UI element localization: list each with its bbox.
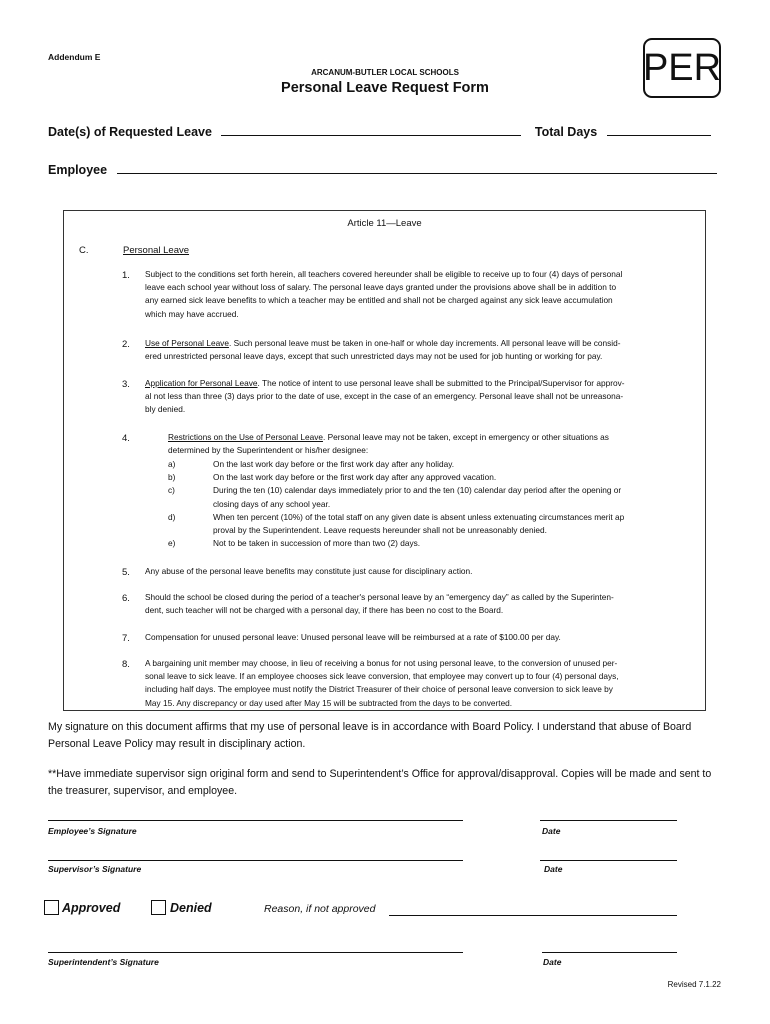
restriction-item	[168, 537, 688, 550]
approved-checkbox[interactable]	[44, 900, 59, 915]
item-line: Subject to the conditions set forth herein, all teachers covered hereunder shall be eligible to receive up to four (4) days of personal	[145, 269, 623, 279]
article-item-7	[145, 631, 685, 644]
total-days-label: Total Days	[534, 125, 598, 139]
employee-date-line[interactable]	[540, 819, 677, 821]
item-line: dent, such teacher will not be charged with a personal day, if there has been no cost to the Board.	[145, 605, 504, 616]
school-name: ARCANUM-BUTLER LOCAL SCHOOLS	[311, 68, 459, 77]
item-line: ered unrestricted personal leave days, except that such unrestricted days may not be used for job hunting or working for pay.	[145, 351, 603, 362]
signature-statement: My signature on this document affirms that my use of personal leave is in accordance with Board Policy. I understand that abuse of Board Personal Leave Policy may result in disciplinary action.	[48, 721, 692, 750]
supervisor-date-line[interactable]	[540, 859, 677, 861]
supervisor-signature-line[interactable]	[48, 859, 463, 861]
item-number: 4.	[122, 433, 130, 444]
item-line: . The notice of intent to use personal leave shall be submitted to the Principal/Supervisor for approv-	[257, 378, 625, 388]
restriction-item	[168, 458, 688, 471]
supervisor-date-label: Date	[544, 864, 563, 874]
item-line: . Personal leave may not be taken, except in emergency or other situations as	[322, 432, 609, 442]
approved-label: Approved	[62, 901, 121, 915]
article-item-2	[145, 337, 685, 363]
restriction-item	[168, 511, 688, 537]
employee-date-label: Date	[542, 826, 561, 836]
item-line: determined by the Superintendent or his/her designee:	[168, 445, 369, 456]
total-days-input-line[interactable]	[607, 123, 711, 136]
item-number: 6.	[122, 593, 130, 604]
employee-label: Employee	[48, 163, 108, 177]
item-line: including half days. The employee must notify the District Treasurer of their choice of personal leave conversion to sick leave by	[145, 684, 613, 695]
employee-signature-label: Employee’s Signature	[48, 826, 137, 836]
employee-input-line[interactable]	[117, 161, 717, 174]
item-line: any earned sick leave benefits to which a teacher may be entitled and shall not be charged against any sick leave accumulation	[145, 295, 613, 306]
restriction-line: proval by the Superintendent. Leave requests hereunder shall not be unreasonably denied.	[213, 525, 547, 536]
item-line: A bargaining unit member may choose, in lieu of receiving a bonus for not using personal leave, to the conversion of unused per-	[145, 658, 618, 668]
item-line: . Such personal leave must be taken in one-half or whole day increments. All personal leave will be consid-	[228, 338, 621, 348]
routing-instructions: **Have immediate supervisor sign original form and send to Superintendent’s Office for approval/disapproval. Copies will be made and sent to the treasurer, supervisor, and employee.	[48, 768, 712, 797]
restriction-text: On the last work day before or the first work day after any holiday.	[213, 459, 455, 469]
article-item-3	[145, 377, 685, 417]
reason-label: Reason, if not approved	[264, 903, 376, 915]
restriction-letter: a)	[168, 459, 176, 469]
item-line: Compensation for unused personal leave: Unused personal leave will be reimbursed at a rate of $100.00 per day.	[145, 632, 561, 642]
item-number: 8.	[122, 659, 130, 670]
dates-input-line[interactable]	[221, 123, 521, 136]
addendum-label: Addendum E	[48, 52, 101, 62]
superintendent-signature-label: Superintendent’s Signature	[48, 957, 159, 967]
employee-signature-line[interactable]	[48, 819, 463, 821]
superintendent-date-line[interactable]	[542, 951, 677, 953]
restriction-text	[213, 511, 624, 537]
item-number: 1.	[122, 270, 130, 281]
item-line: which may have accrued.	[145, 308, 239, 319]
article-item-4	[168, 431, 688, 457]
restriction-item	[168, 484, 688, 510]
restriction-line: closing days of any school year.	[213, 498, 331, 509]
restriction-text: Not to be taken in succession of more than two (2) days.	[213, 538, 421, 549]
item-line: May 15. Any discrepancy or day used after May 15 will be subtracted from the days to be converted.	[145, 697, 513, 708]
dates-label: Date(s) of Requested Leave	[48, 125, 212, 139]
revision-date: Revised 7.1.22	[667, 980, 721, 989]
restriction-item	[168, 471, 688, 484]
article-item-8	[145, 657, 685, 710]
article-title: Article 11—Leave	[347, 218, 422, 229]
item-line: al not less than three (3) days prior to the date of use, except in the case of an emergency. Personal leave shall not be unreasona-	[145, 391, 624, 402]
restriction-letter: d)	[168, 511, 176, 522]
item-line: bly denied.	[145, 404, 186, 415]
restriction-letter: c)	[168, 485, 175, 496]
employee-field-row	[48, 161, 717, 177]
restriction-text	[213, 484, 621, 510]
superintendent-signature-line[interactable]	[48, 951, 463, 953]
item-number: 2.	[122, 339, 130, 350]
per-badge: PER	[643, 38, 721, 98]
supervisor-signature-label: Supervisor’s Signature	[48, 864, 142, 874]
item-line: sonal leave to sick leave. If an employee chooses sick leave conversion, that employee may convert up to four (4) personal days,	[145, 671, 619, 682]
superintendent-date-label: Date	[543, 957, 562, 967]
item-number: 3.	[122, 379, 130, 390]
item-heading: Application for Personal Leave	[145, 378, 258, 388]
item-number: 7.	[122, 633, 130, 644]
restriction-letter: e)	[168, 538, 176, 549]
item-number: 5.	[122, 567, 130, 578]
restriction-line: During the ten (10) calendar days immediately prior to and the ten (10) calendar day period after the opening or	[213, 485, 622, 496]
item-line: Should the school be closed during the period of a teacher's personal leave by an “emergency day” as called by the Superinten-	[145, 592, 614, 602]
restriction-text: On the last work day before or the first work day after any approved vacation.	[213, 472, 497, 483]
denied-checkbox[interactable]	[151, 900, 166, 915]
reason-input-line[interactable]	[389, 914, 677, 916]
restriction-line: When ten percent (10%) of the total staff on any given date is absent unless extenuating circumstances merit ap	[213, 511, 625, 522]
article-item-6	[145, 591, 685, 617]
article-item-1	[145, 268, 685, 321]
item-heading: Restrictions on the Use of Personal Leave	[168, 432, 323, 442]
dates-field-row	[48, 123, 711, 139]
item-heading: Use of Personal Leave	[145, 338, 229, 348]
denied-label: Denied	[170, 901, 212, 915]
section-letter: C.	[79, 245, 89, 256]
article-item-5	[145, 565, 685, 578]
item-line: leave each school year without loss of salary. The personal leave days granted under the provisions above shall be in addition to	[145, 282, 617, 293]
restriction-letter: b)	[168, 472, 176, 483]
form-title: Personal Leave Request Form	[281, 80, 489, 96]
section-title: Personal Leave	[123, 245, 190, 256]
item-line: Any abuse of the personal leave benefits may constitute just cause for disciplinary action.	[145, 566, 473, 576]
restriction-list	[168, 458, 688, 550]
